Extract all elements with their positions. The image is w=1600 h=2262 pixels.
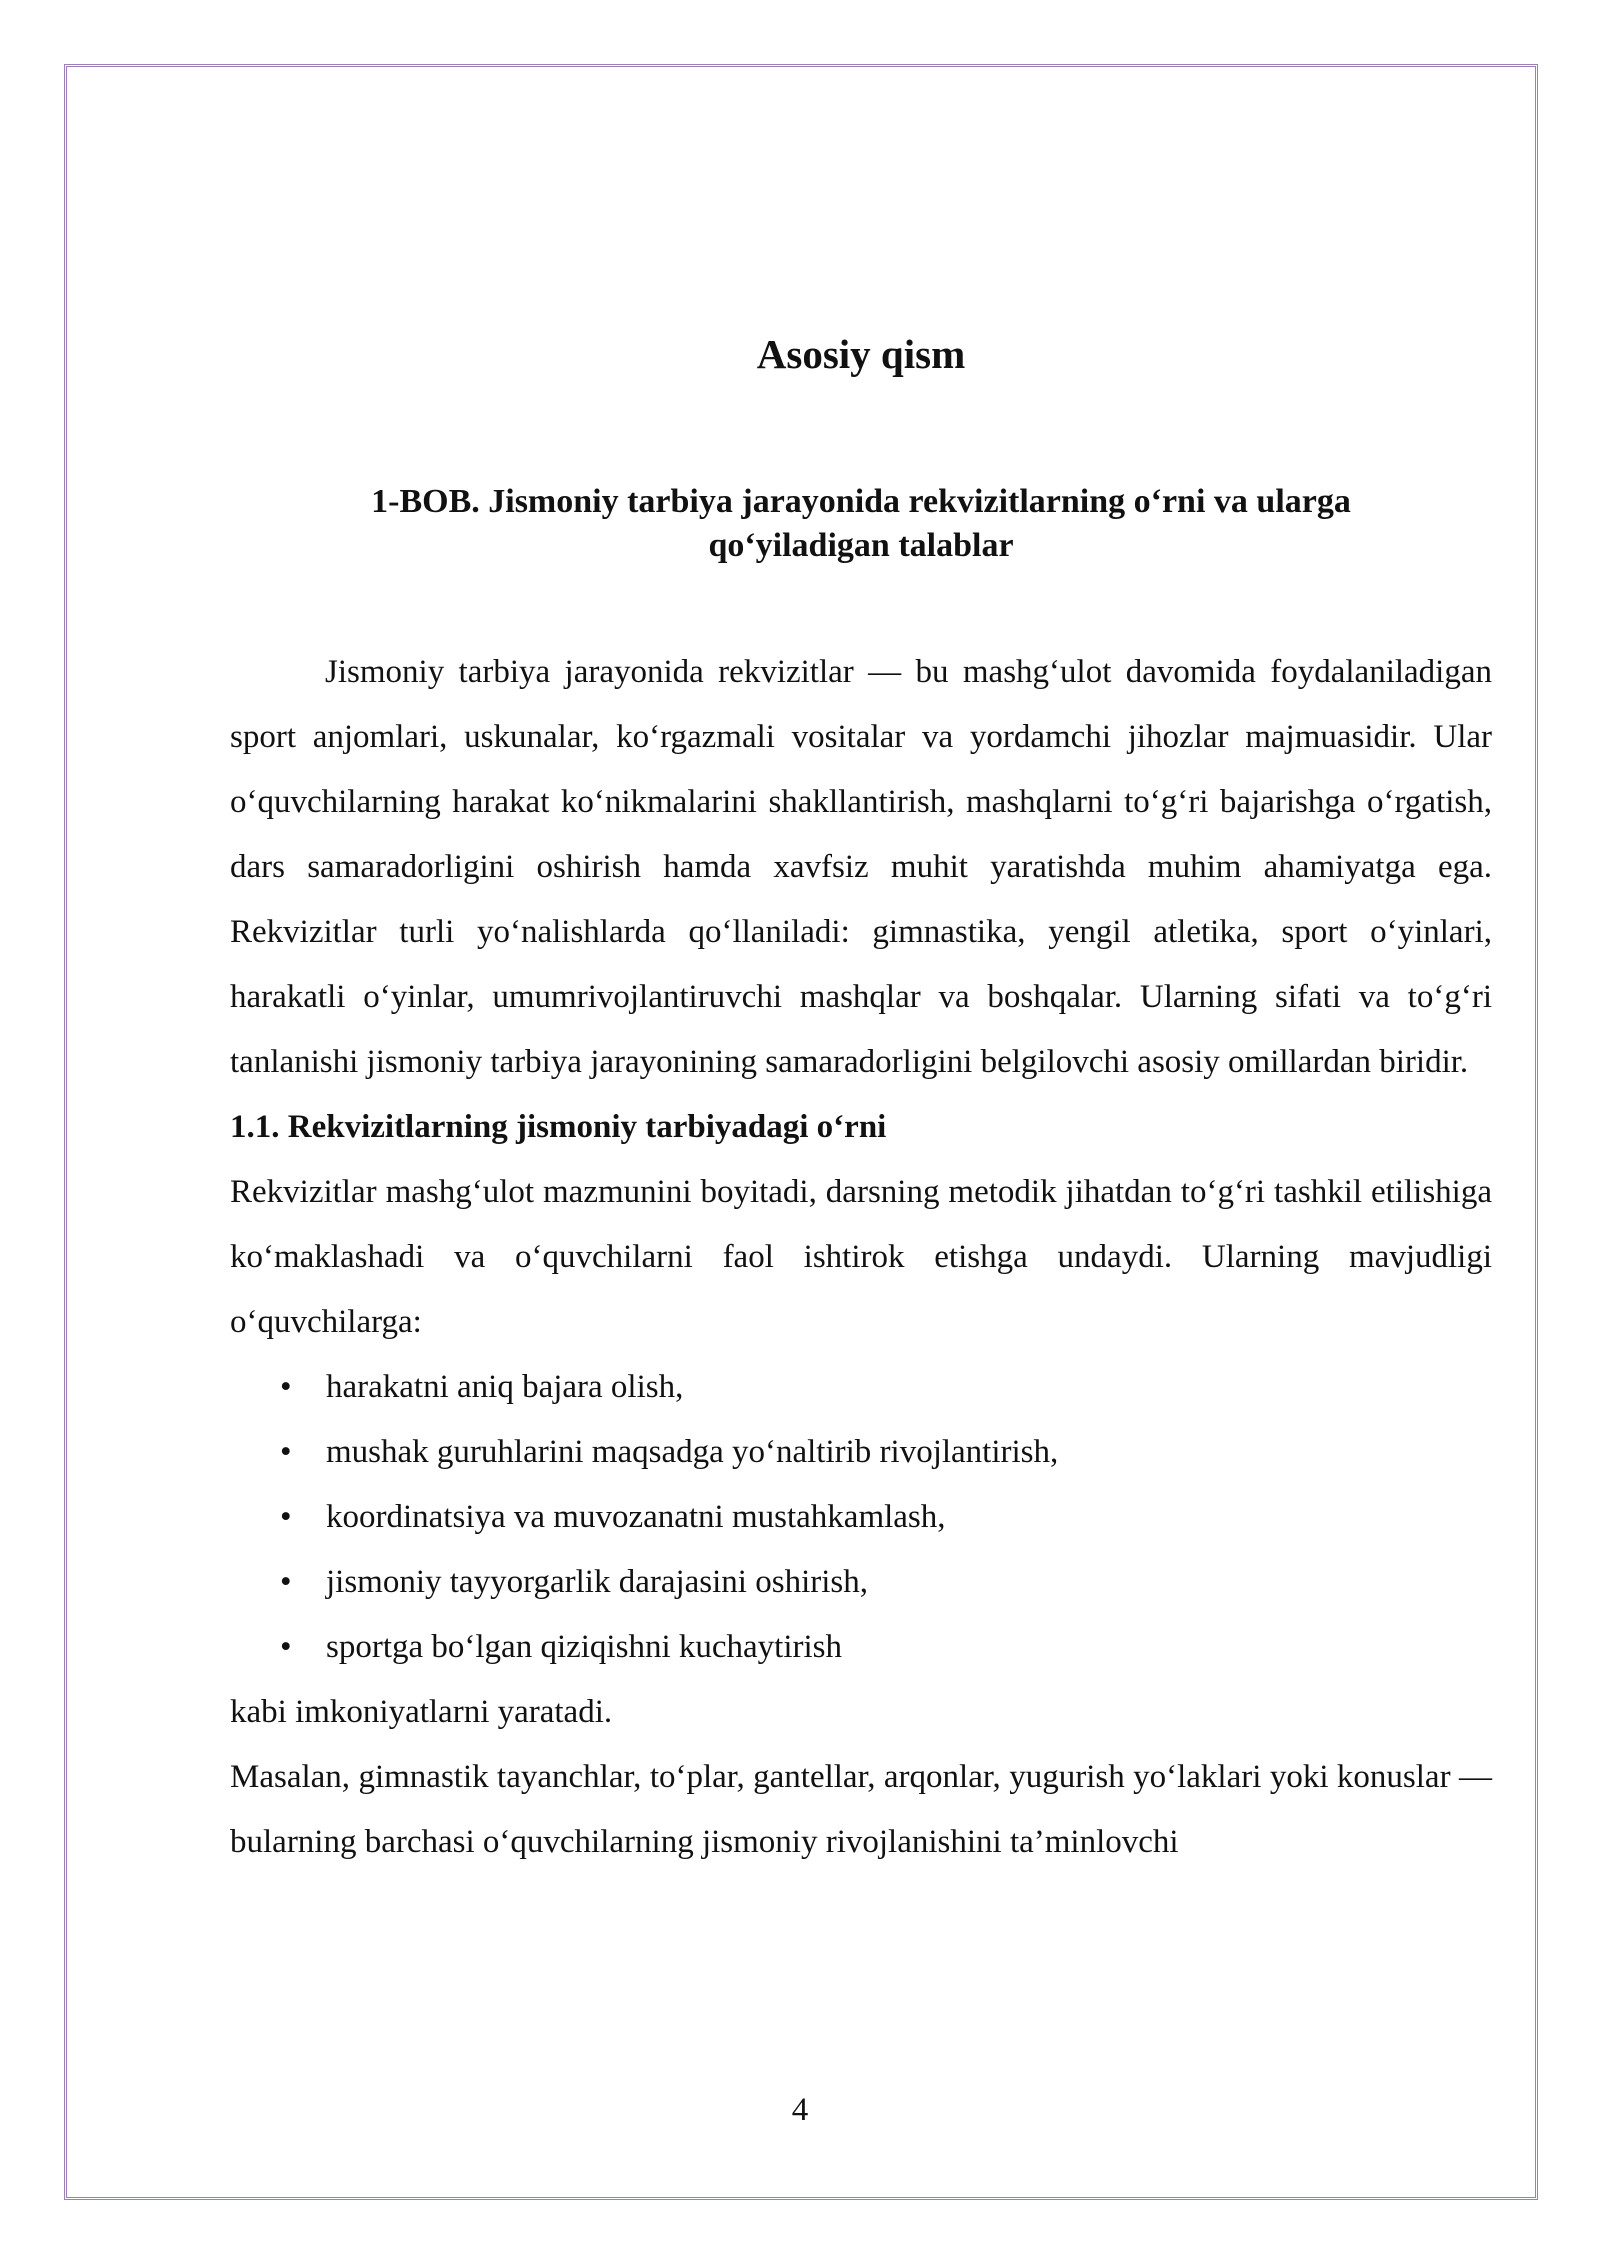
bullet-list [230,1355,1492,1680]
bullet-icon: • [280,1434,292,1470]
paragraph-2: Rekvizitlar mashg‘ulot mazmunini boyitadi, darsning metodik jihatdan to‘g‘ri tashkil etilishiga ko‘maklashadi va o‘quvchilarni faol ishtirok etishga undaydi. Ularning mavjudligi o‘quvchilarga: [230,1174,1492,1340]
body-text [230,640,1492,1875]
bullet-icon: • [280,1564,292,1600]
list-item-text: harakatni aniq bajara olish, [326,1369,684,1405]
list-item [230,1485,1492,1550]
list-item [230,1550,1492,1615]
list-item-text: jismoniy tayyorgarlik darajasini oshirish, [326,1564,868,1600]
chapter-title: Asosiy qism [756,331,966,377]
bullet-icon: • [280,1499,292,1535]
bullet-icon: • [280,1369,292,1405]
list-item-text: mushak guruhlarini maqsadga yo‘naltirib rivojlantirish, [326,1434,1059,1470]
list-item-text: koordinatsiya va muvozanatni mustahkamlash, [326,1499,946,1535]
after-bullets-text: kabi imkoniyatlarni yaratadi. [230,1694,613,1730]
section-title-line2: qo‘yiladigan talablar [708,527,1014,564]
section-title [230,480,1492,568]
section-title-line1: 1-BOB. Jismoniy tarbiya jarayonida rekvizitlarning o‘rni va ularga [371,483,1351,520]
paragraph-1: Jismoniy tarbiya jarayonida rekvizitlar — bu mashg‘ulot davomida foydalaniladigan sport anjomlari, uskunalar, ko‘rgazmali vositalar va yordamchi jihozlar majmuasidir. Ular o‘quvchilarning harakat ko‘nikmalarini shakllantirish, mashqlarni to‘g‘ri bajarishga o‘rgatish, dars samaradorligini oshirish hamda xavfsiz muhit yaratishda muhim ahamiyatga ega. Rekvizitlar turli yo‘nalishlarda qo‘llaniladi: gimnastika, yengil atletika, sport o‘yinlari, harakatli o‘yinlar, umumrivojlantiruvchi mashqlar va boshqalar. Ularning sifati va to‘g‘ri tanlanishi jismoniy tarbiya jarayonining samaradorligini belgilovchi asosiy omillardan biridir. [230,654,1492,1080]
page-number: 4 [791,2092,809,2128]
list-item [230,1355,1492,1420]
subsection-heading: 1.1. Rekvizitlarning jismoniy tarbiyadagi o‘rni [230,1109,887,1145]
list-item-text: sportga bo‘lgan qiziqishni kuchaytirish [326,1629,842,1665]
list-item [230,1615,1492,1680]
bullet-icon: • [280,1629,292,1665]
list-item [230,1420,1492,1485]
paragraph-3: Masalan, gimnastik tayanchlar, to‘plar, gantellar, arqonlar, yugurish yo‘laklari yoki konuslar — bularning barchasi o‘quvchilarning jismoniy rivojlanishini ta’minlovchi [230,1759,1492,1860]
